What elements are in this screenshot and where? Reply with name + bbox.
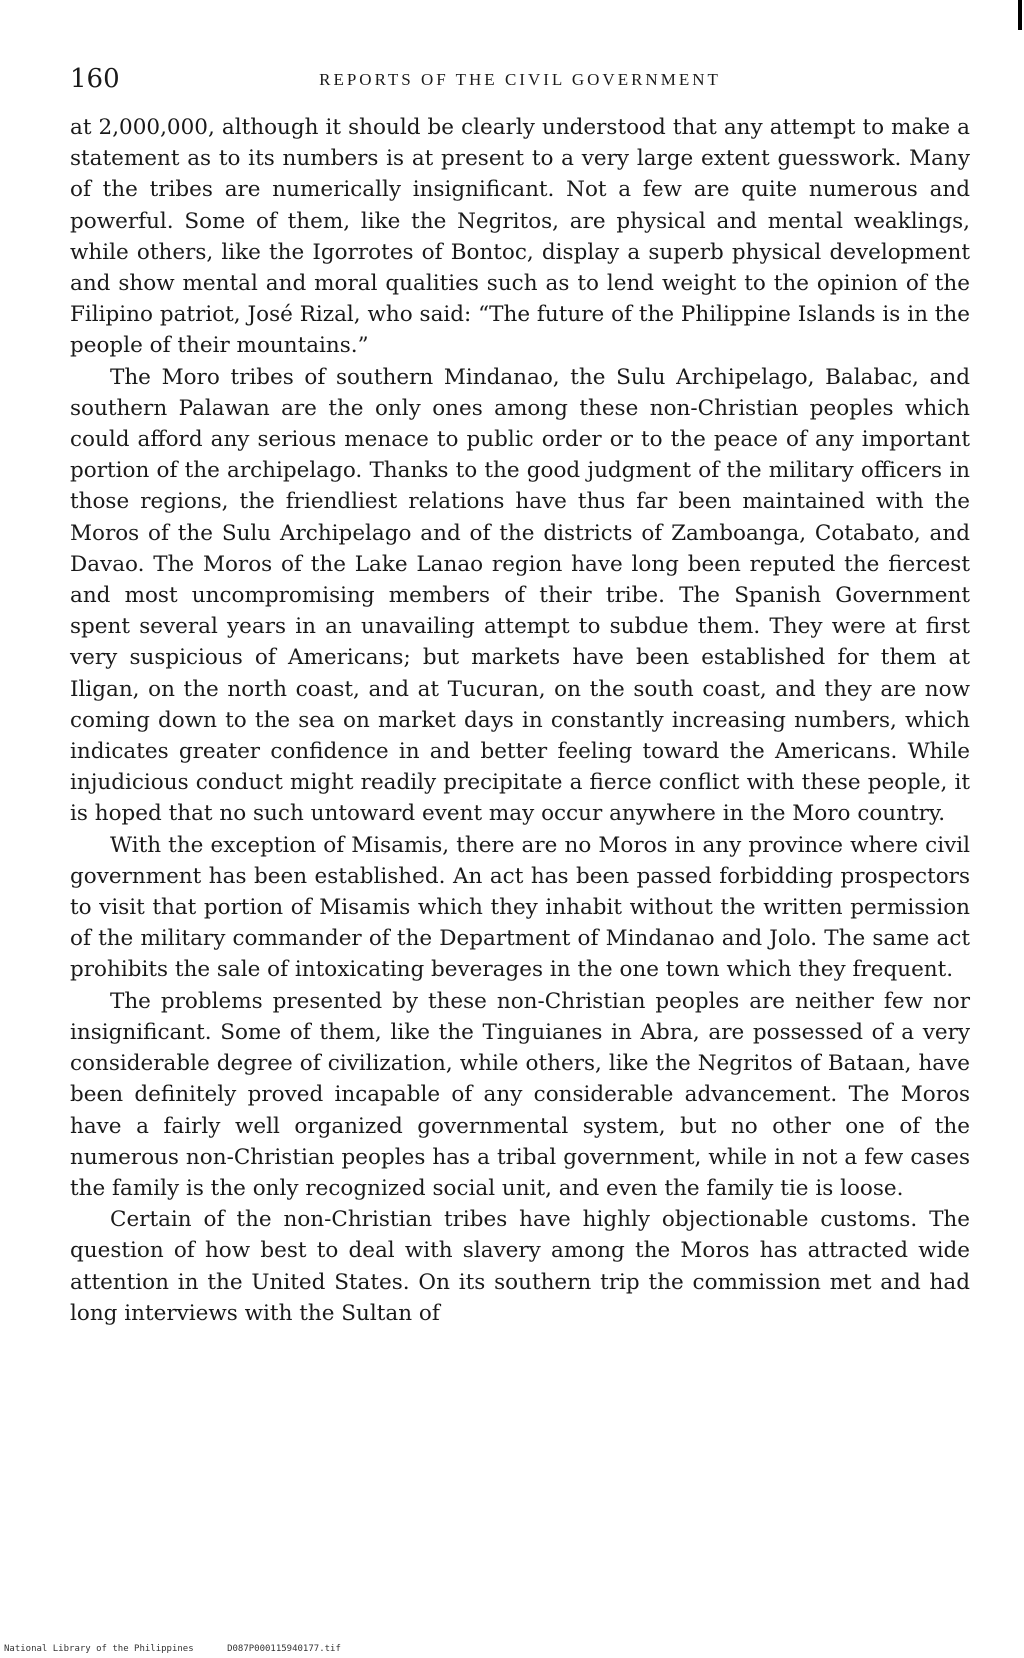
scan-edge-mark — [1018, 0, 1022, 30]
paragraph-3: With the exception of Misamis, there are no Moros in any province where civil government has been established. An act has been passed forbidding prospectors to visit that portion of Misamis which they inhabit without the written permission of the military commander of the Department of Mindanao and Jolo. The same act prohibits the sale of intoxicating beverages in the one town which they frequent. — [70, 832, 970, 983]
body-text — [70, 112, 970, 1329]
paragraph-2: The Moro tribes of southern Mindanao, the Sulu Archipelago, Balabac, and southern Palawan are the only ones among these non-Christian peoples which could afford any serious menace to public order or to the peace of any important portion of the archipelago. Thanks to the good judgment of the military officers in those regions, the friendliest relations have thus far been maintained with the Moros of the Sulu Archipelago and of the districts of Zamboanga, Cotabato, and Davao. The Moros of the Lake Lanao region have long been reputed the fiercest and most uncompromising members of their tribe. The Spanish Government spent several years in an unavailing attempt to subdue them. They were at first very suspicious of Americans; but markets have been established for them at Iligan, on the north coast, and at Tucuran, on the south coast, and they are now coming down to the sea on market days in constantly increasing numbers, which indicates greater confidence in and better feeling toward the Americans. While injudicious conduct might readily precipitate a fierce conflict with these people, it is hoped that no such untoward event may occur anywhere in the Moro country. — [70, 364, 970, 827]
page-number: 160 — [70, 64, 120, 94]
page-header — [70, 64, 970, 104]
footer-file-id: D087P000115940177.tif — [227, 1644, 341, 1654]
footer-library: National Library of the Philippines — [4, 1644, 194, 1654]
paragraph-4: The problems presented by these non-Christian peoples are neither few nor insignificant. Some of them, like the Tinguianes in Abra, are possessed of a very considerable degree of civilization, while others, like the Negritos of Bataan, have been definitely proved incapable of any considerable advancement. The Moros have a fairly well organized governmental system, but no other one of the numerous non-Christian peoples has a tribal government, while in not a few cases the family is the only recognized social unit, and even the family tie is loose. — [70, 988, 970, 1201]
scan-footer — [4, 1644, 369, 1654]
running-title: REPORTS OF THE CIVIL GOVERNMENT — [319, 70, 721, 89]
paragraph-5: Certain of the non-Christian tribes have highly objectionable customs. The question of how best to deal with slavery among the Moros has attracted wide attention in the United States. On its southern trip the commission met and had long interviews with the Sultan of — [70, 1207, 970, 1326]
paragraph-1: at 2,000,000, although it should be clearly understood that any attempt to make a statement as to its numbers is at present to a very large extent guesswork. Many of the tribes are numerically insignificant. Not a few are quite numerous and powerful. Some of them, like the Negritos, are physical and mental weaklings, while others, like the Igorrotes of Bontoc, display a superb physical development and show mental and moral qualities such as to lend weight to the opinion of the Filipino patriot, José Rizal, who said: “The future of the Philippine Islands is in the people of their mountains.” — [70, 115, 970, 359]
